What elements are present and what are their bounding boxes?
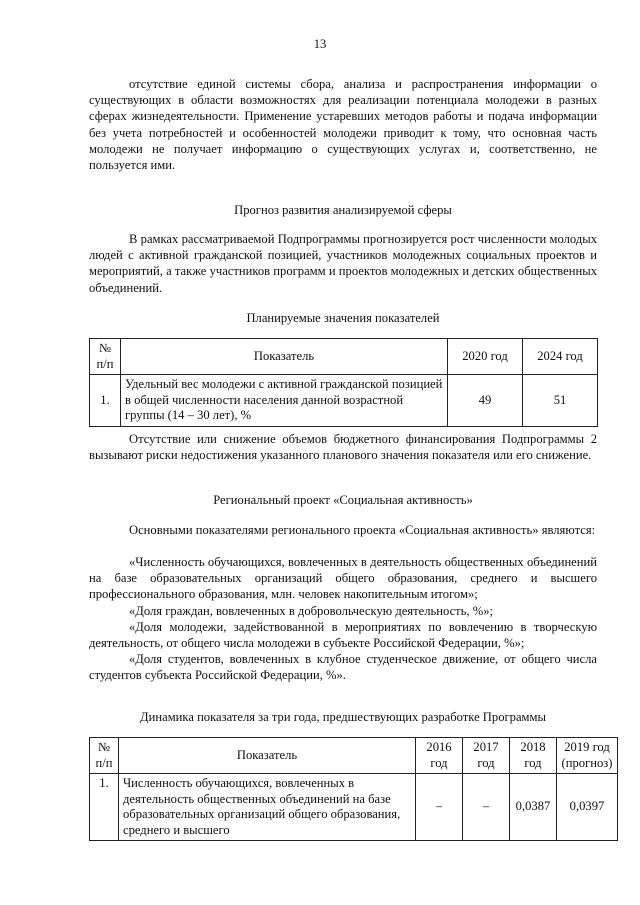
row-indicator: Удельный вес молодежи с активной гражданской позицией в общей численности населения данной возрастной группы (14 – 30 лет), % (121, 375, 448, 427)
heading-dynamics: Динамика показателя за три года, предшествующих разработке Программы (140, 710, 546, 724)
table-row (90, 375, 598, 427)
table-header-row (90, 339, 598, 375)
row-num: 1. (90, 375, 121, 427)
paragraph-forecast: В рамках рассматриваемой Подпрограммы прогнозируется рост численности молодых людей с активной гражданской позицией, участников молодежных социальных проектов и мероприятий, а также участников программ и проектов молодежных и детских общественных объединений. (89, 232, 597, 295)
header-indicator: Показатель (121, 339, 448, 375)
indicator-list (89, 554, 597, 684)
header-indicator: Показатель (119, 738, 416, 774)
list-item: «Доля студентов, вовлеченных в клубное студенческое движение, от общего числа студентов субъекта Российской Федерации, %». (89, 652, 597, 683)
list-item: «Доля граждан, вовлеченных в добровольческую деятельность, %»; (129, 603, 494, 618)
heading-forecast: Прогноз развития анализируемой сферы (234, 203, 452, 217)
row-value-2020: 49 (448, 375, 523, 427)
header-num: № п/п (90, 339, 121, 375)
row-value-2024: 51 (523, 375, 598, 427)
table-header-row (90, 738, 618, 774)
header-2020: 2020 год (448, 339, 523, 375)
row-indicator: Численность обучающихся, вовлеченных в деятельность общественных объединений на базе образовательных организаций общего образования, среднего и высшего (119, 774, 416, 841)
row-value-2018: 0,0387 (510, 774, 557, 841)
paragraph-risks: Отсутствие или снижение объемов бюджетного финансирования Подпрограммы 2 вызывают риски недостижения указанного планового значения показателя или его снижение. (89, 432, 597, 463)
list-item: «Численность обучающихся, вовлеченных в деятельность общественных объединений на базе образовательных организаций общего образования, среднего и высшего профессионального образования, млн. человек накопительным итогом»; (89, 555, 597, 602)
row-value-2017: – (463, 774, 510, 841)
table-row (90, 774, 618, 841)
paragraph-indicators-intro: Основными показателями регионального проекта «Социальная активность» являются: (129, 523, 596, 537)
row-value-2016: – (416, 774, 463, 841)
page-number: 13 (313, 37, 327, 51)
row-value-2019: 0,0397 (557, 774, 618, 841)
list-item: «Доля молодежи, задействованной в мероприятиях по вовлечению в творческую деятельность, от общего числа молодежи в субъекте Российской Федерации, %»; (89, 619, 597, 651)
paragraph-information-gap: отсутствие единой системы сбора, анализа и распространения информации о существующих в области возможностях для реализации потенциала молодежи в разных сферах жизнедеятельности. Применение устаревших методов работы и подача информации без учета потребностей и особенностей молодежи приводит к тому, что основная часть молодежи не получает информацию о существующих услугах и, соответственно, не пользуется ими. (89, 77, 597, 173)
heading-planned-values: Планируемые значения показателей (246, 311, 440, 325)
header-2024: 2024 год (523, 339, 598, 375)
header-2016: 2016 год (416, 738, 463, 774)
planned-values-table (89, 338, 598, 427)
dynamics-table (89, 737, 618, 841)
heading-regional-project: Региональный проект «Социальная активность» (213, 493, 473, 507)
row-num: 1. (90, 774, 119, 841)
header-2019: 2019 год (прогноз) (557, 738, 618, 774)
header-2017: 2017 год (463, 738, 510, 774)
header-num: № п/п (90, 738, 119, 774)
header-2018: 2018 год (510, 738, 557, 774)
